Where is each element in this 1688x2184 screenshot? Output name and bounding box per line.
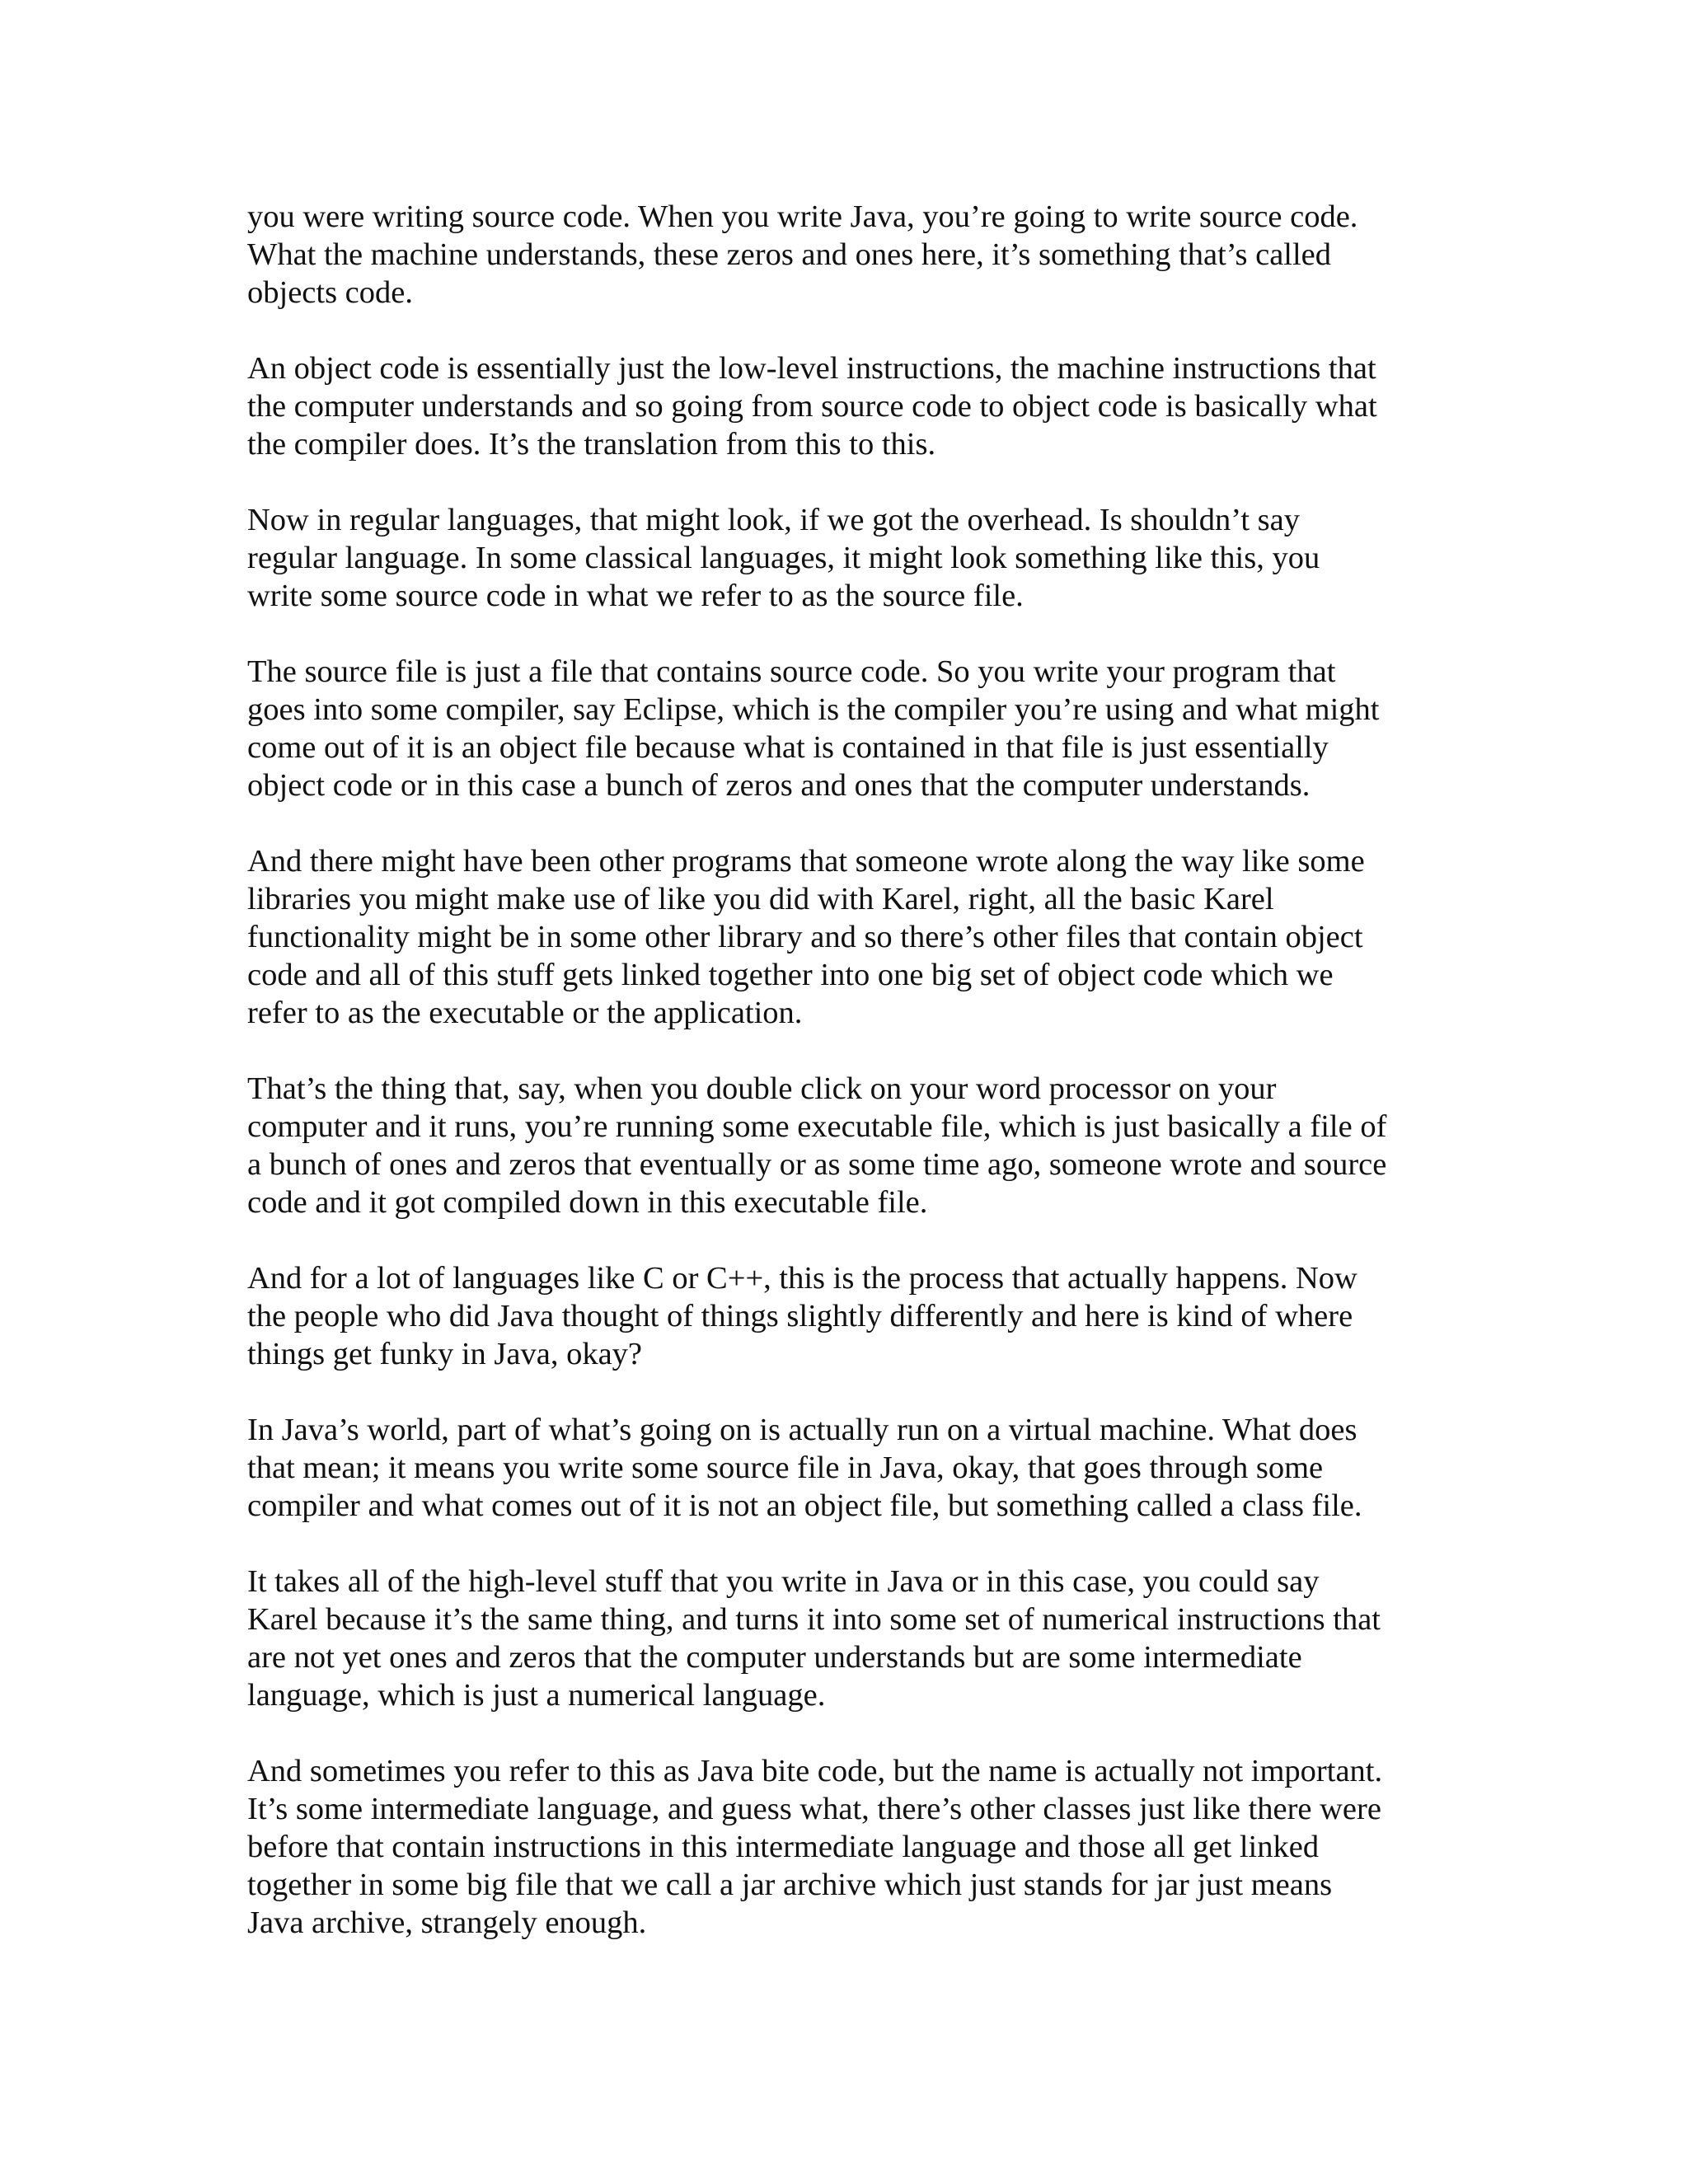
text-line: Karel because it’s the same thing, and turns it into some set of numerical instructions that bbox=[247, 1602, 1381, 1637]
paragraph bbox=[247, 842, 1451, 1032]
paragraph bbox=[247, 349, 1451, 463]
text-line: the compiler does. It’s the translation from this to this. bbox=[247, 427, 936, 462]
text-line: And there might have been other programs that someone wrote along the way like some bbox=[247, 844, 1365, 879]
paragraph bbox=[247, 1070, 1451, 1221]
paragraph bbox=[247, 1752, 1451, 1942]
paragraph bbox=[247, 501, 1451, 615]
text-line: An object code is essentially just the low-level instructions, the machine instructions that bbox=[247, 351, 1376, 386]
text-line: code and it got compiled down in this executable file. bbox=[247, 1185, 928, 1220]
paragraph bbox=[247, 653, 1451, 804]
paragraph bbox=[247, 198, 1451, 312]
text-line: that mean; it means you write some source file in Java, okay, that goes through some bbox=[247, 1451, 1324, 1485]
text-line: regular language. In some classical languages, it might look something like this, you bbox=[247, 541, 1320, 575]
text-line: the people who did Java thought of things slightly differently and here is kind of where bbox=[247, 1299, 1353, 1333]
text-line: functionality might be in some other library and so there’s other files that contain object bbox=[247, 920, 1363, 954]
text-line: before that contain instructions in this intermediate language and those all get linked bbox=[247, 1830, 1320, 1864]
text-line: a bunch of ones and zeros that eventually or as some time ago, someone wrote and source bbox=[247, 1147, 1387, 1182]
paragraph bbox=[247, 1411, 1451, 1525]
text-line: In Java’s world, part of what’s going on is actually run on a virtual machine. What does bbox=[247, 1413, 1357, 1447]
text-line: The source file is just a file that contains source code. So you write your program that bbox=[247, 654, 1336, 689]
text-line: What the machine understands, these zeros and ones here, it’s something that’s called bbox=[247, 237, 1332, 272]
text-line: code and all of this stuff gets linked together into one big set of object code which we bbox=[247, 958, 1334, 992]
text-line: It’s some intermediate language, and guess what, there’s other classes just like there were bbox=[247, 1792, 1381, 1826]
paragraph bbox=[247, 1563, 1451, 1714]
text-line: refer to as the executable or the application. bbox=[247, 996, 803, 1030]
text-line: write some source code in what we refer to as the source file. bbox=[247, 579, 1024, 613]
text-line: It takes all of the high-level stuff that you write in Java or in this case, you could say bbox=[247, 1564, 1320, 1599]
text-line: together in some big file that we call a jar archive which just stands for jar just means bbox=[247, 1868, 1333, 1902]
document-body bbox=[247, 198, 1451, 1980]
text-line: come out of it is an object file because what is contained in that file is just essentially bbox=[247, 730, 1329, 765]
text-line: the computer understands and so going from source code to object code is basically what bbox=[247, 389, 1377, 424]
text-line: And sometimes you refer to this as Java bite code, but the name is actually not important. bbox=[247, 1754, 1383, 1788]
text-line: you were writing source code. When you write Java, you’re going to write source code. bbox=[247, 199, 1358, 234]
text-line: And for a lot of languages like C or C++, this is the process that actually happens. Now bbox=[247, 1261, 1357, 1296]
text-line: libraries you might make use of like you did with Karel, right, all the basic Karel bbox=[247, 882, 1274, 916]
text-line: object code or in this case a bunch of zeros and ones that the computer understands. bbox=[247, 768, 1311, 803]
text-line: computer and it runs, you’re running some executable file, which is just basically a file of bbox=[247, 1109, 1387, 1144]
text-line: compiler and what comes out of it is not an object file, but something called a class file. bbox=[247, 1488, 1362, 1523]
text-line: objects code. bbox=[247, 275, 413, 310]
text-line: things get funky in Java, okay? bbox=[247, 1337, 643, 1371]
text-line: Java archive, strangely enough. bbox=[247, 1905, 647, 1940]
text-line: Now in regular languages, that might look, if we got the overhead. Is shouldn’t say bbox=[247, 503, 1301, 537]
text-line: language, which is just a numerical language. bbox=[247, 1678, 826, 1713]
text-line: That’s the thing that, say, when you double click on your word processor on your bbox=[247, 1071, 1277, 1106]
text-line: goes into some compiler, say Eclipse, which is the compiler you’re using and what might bbox=[247, 692, 1380, 727]
text-line: are not yet ones and zeros that the computer understands but are some intermediate bbox=[247, 1640, 1302, 1675]
paragraph bbox=[247, 1259, 1451, 1373]
